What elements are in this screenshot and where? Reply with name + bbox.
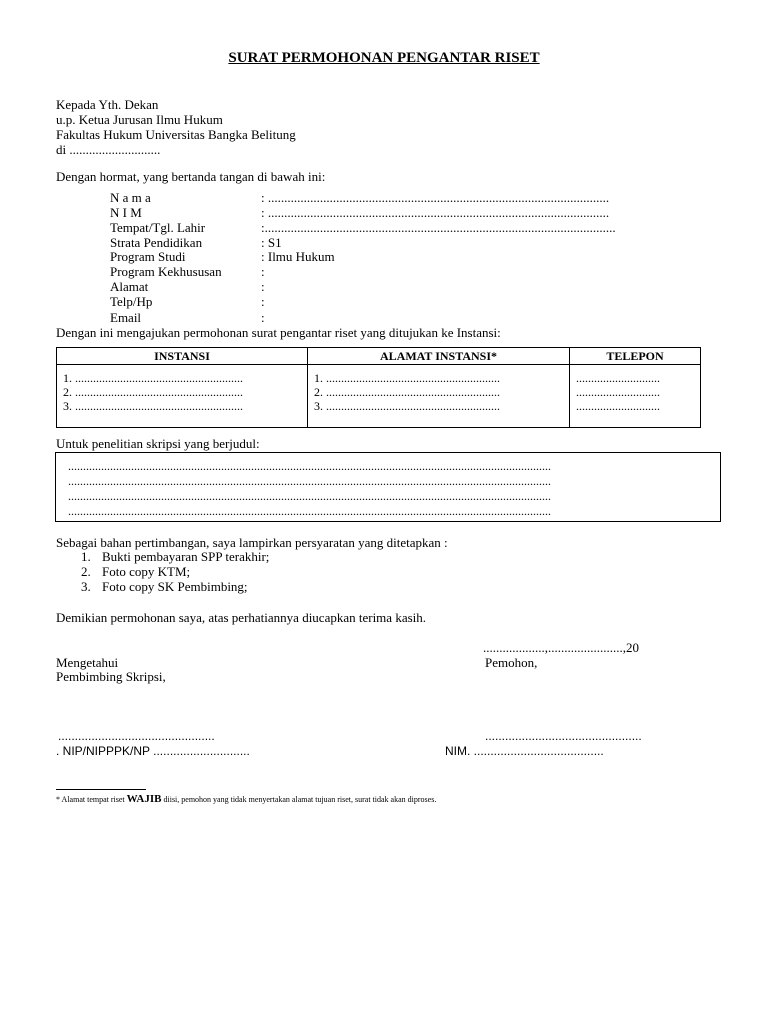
attachment-num-2: 2.: [81, 564, 91, 579]
right-sign-dots: ...............................................: [485, 729, 642, 743]
instansi-table: [56, 347, 701, 428]
recipient-line-2: u.p. Ketua Jurusan Ilmu Hukum: [56, 112, 223, 127]
field-label-nim: N I M: [110, 205, 142, 220]
left-sign-heading: Mengetahui: [56, 655, 119, 670]
field-label-alamat: Alamat: [110, 279, 149, 294]
right-sign-id: NIM. .......................................: [445, 744, 604, 758]
telepon-entry-2: ............................: [576, 385, 660, 399]
footnote: [56, 794, 436, 805]
recipient-line-3: Fakultas Hukum Universitas Bangka Belitung: [56, 127, 296, 142]
field-value-prodi: : Ilmu Hukum: [261, 249, 335, 264]
field-value-email: :: [261, 310, 265, 325]
telepon-cell: [570, 365, 701, 428]
field-value-ttl: :............................................................................................................: [261, 220, 616, 235]
field-value-strata: : S1: [261, 235, 282, 250]
table-header-row: [57, 348, 701, 365]
field-value-nim: : .........................................................................................................: [261, 205, 610, 220]
field-label-email: Email: [110, 310, 142, 325]
greeting: Dengan hormat, yang bertanda tangan di bawah ini:: [56, 169, 326, 184]
attachment-text-3: Foto copy SK Pembimbing;: [102, 579, 248, 594]
field-label-prodi: Program Studi: [110, 249, 186, 264]
left-sign-id: . NIP/NIPPPK/NP .............................: [56, 744, 250, 758]
closing-text: Demikian permohonan saya, atas perhatiannya diucapkan terima kasih.: [56, 610, 427, 625]
thesis-line-2: .................................................................................................................................................................: [68, 474, 551, 488]
header-telepon: TELEPON: [570, 348, 701, 365]
field-label-nama: N a m a: [110, 190, 151, 205]
date-line: ...................,.......................,20: [483, 640, 639, 655]
recipient-line-4: di ............................: [56, 142, 161, 157]
alamat-entry-3: 3. ..........................................................: [314, 399, 500, 413]
field-label-kekhususan: Program Kekhususan: [110, 264, 222, 279]
telepon-entry-3: ............................: [576, 399, 660, 413]
telepon-entry-1: ............................: [576, 371, 660, 385]
field-label-strata: Strata Pendidikan: [110, 235, 203, 250]
footnote-bold: WAJIB: [126, 793, 162, 805]
attachment-num-1: 1.: [81, 549, 91, 564]
header-alamat-instansi: ALAMAT INSTANSI*: [308, 348, 570, 365]
recipient-line-1: Kepada Yth. Dekan: [56, 97, 159, 112]
table-row: [57, 365, 701, 428]
attachment-text-2: Foto copy KTM;: [102, 564, 191, 579]
field-value-kekhususan: :: [261, 264, 265, 279]
alamat-cell: [308, 365, 570, 428]
footnote-divider: [56, 789, 146, 790]
right-sign-heading: Pemohon,: [485, 655, 538, 670]
instansi-entry-1: 1. ........................................................: [63, 371, 243, 385]
thesis-line-1: .................................................................................................................................................................: [68, 459, 551, 473]
request-text: Dengan ini mengajukan permohonan surat pengantar riset yang ditujukan ke Instansi:: [56, 325, 501, 340]
field-value-alamat: :: [261, 279, 265, 294]
field-label-telp: Telp/Hp: [110, 294, 153, 309]
thesis-line-4: .................................................................................................................................................................: [68, 504, 551, 518]
header-instansi: INSTANSI: [57, 348, 308, 365]
field-value-nama: : .........................................................................................................: [261, 190, 610, 205]
footnote-suffix: diisi, pemohon yang tidak menyertakan alamat tujuan riset, surat tidak akan diproses.: [161, 795, 437, 804]
instansi-cell: [57, 365, 308, 428]
field-label-ttl: Tempat/Tgl. Lahir: [110, 220, 206, 235]
alamat-entry-2: 2. ..........................................................: [314, 385, 500, 399]
attachment-text-1: Bukti pembayaran SPP terakhir;: [102, 549, 270, 564]
document-title: SURAT PERMOHONAN PENGANTAR RISET: [228, 50, 540, 66]
attachments-intro: Sebagai bahan pertimbangan, saya lampirkan persyaratan yang ditetapkan :: [56, 535, 448, 550]
attachment-num-3: 3.: [81, 579, 91, 594]
thesis-title-box: [55, 452, 721, 522]
left-sign-role: Pembimbing Skripsi,: [56, 669, 166, 684]
alamat-entry-1: 1. ..........................................................: [314, 371, 500, 385]
thesis-label: Untuk penelitian skripsi yang berjudul:: [56, 436, 260, 451]
instansi-entry-3: 3. ........................................................: [63, 399, 243, 413]
left-sign-dots: ...............................................: [58, 729, 215, 743]
footnote-prefix: * Alamat tempat riset: [56, 795, 127, 804]
instansi-entry-2: 2. ........................................................: [63, 385, 243, 399]
thesis-line-3: .................................................................................................................................................................: [68, 489, 551, 503]
field-value-telp: :: [261, 294, 265, 309]
